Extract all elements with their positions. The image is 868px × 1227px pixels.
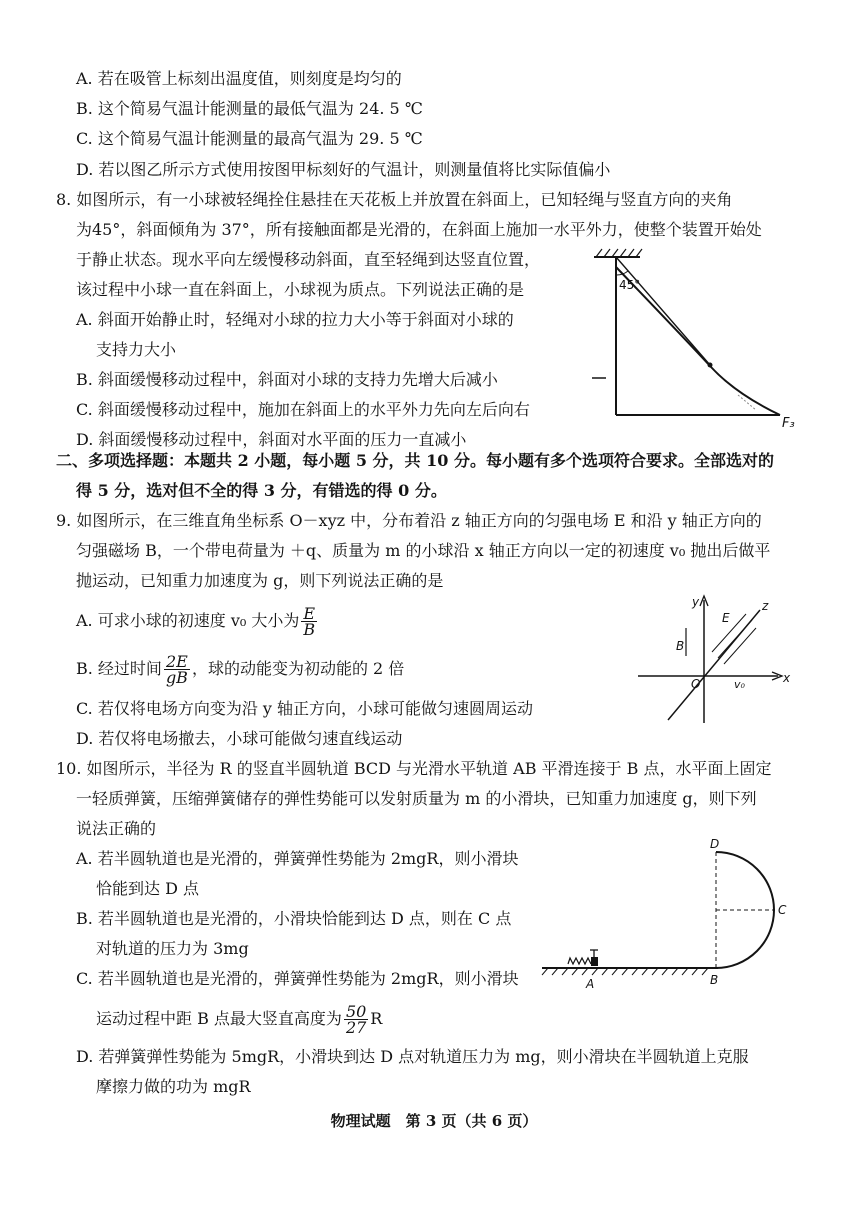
rope — [616, 257, 710, 365]
q7-option-b: B. 这个简易气温计能测量的最低气温为 24. 5 ℃ — [76, 99, 423, 118]
q9-stem-line1: 9. 如图所示，在三维直角坐标系 O－xyz 中，分布着沿 z 轴正方向的匀强电场 E 和沿 y 轴正方向的 — [56, 511, 762, 530]
fraction-numerator: 50 — [345, 1002, 367, 1021]
e-label: E — [722, 611, 730, 625]
q10-option-d-cont: 摩擦力做的功为 mgR — [96, 1077, 251, 1096]
q9-option-a-fraction — [301, 606, 317, 637]
q10-track-figure — [540, 838, 800, 998]
q9-stem-line3: 抛运动，已知重力加速度为 g，则下列说法正确的是 — [76, 571, 444, 590]
q7-option-c: C. 这个简易气温计能测量的最高气温为 29. 5 ℃ — [76, 129, 423, 148]
q9-option-b-text: B. 经过时间 — [76, 659, 162, 678]
z-label: z — [762, 599, 769, 613]
ground-hatch — [542, 968, 708, 975]
q9-option-a-text: A. 可求小球的初速度 v₀ 大小为 — [76, 611, 300, 630]
page-footer: 物理试题 第 3 页（共 6 页） — [330, 1112, 538, 1130]
fraction-denominator: gB — [165, 668, 188, 687]
q8-option-b: B. 斜面缓慢移动过程中，斜面对小球的支持力先增大后减小 — [76, 370, 498, 389]
q10-stem-line1: 10. 如图所示，半径为 R 的竖直半圆轨道 BCD 与光滑水平轨道 AB 平滑连接于 B 点，水平面上固定 — [56, 759, 772, 778]
q9-option-c: C. 若仅将电场方向变为沿 y 轴正方向，小球可能做匀速圆周运动 — [76, 699, 534, 718]
q10-stem-line2: 一轻质弹簧，压缩弹簧储存的弹性势能可以发射质量为 m 的小滑块，已知重力加速度 g，则下列 — [76, 789, 757, 808]
fraction-denominator: B — [303, 620, 316, 639]
q8-option-c: C. 斜面缓慢移动过程中，施加在斜面上的水平外力先向左后向右 — [76, 400, 530, 419]
q8-option-a-cont: 支持力大小 — [96, 340, 177, 359]
q8-stem-line2: 为45°，斜面倾角为 37°，所有接触面都是光滑的，在斜面上施加一水平外力，使整个装置开始处 — [76, 220, 762, 239]
q8-stem-line1: 8. 如图所示，有一小球被轻绳拴住悬挂在天花板上并放置在斜面上，已知轻绳与竖直方向的夹角 — [56, 190, 733, 209]
q9-axes-figure — [628, 588, 798, 728]
q10-option-b-cont: 对轨道的压力为 3mg — [96, 939, 249, 958]
angle-label: 45° — [619, 278, 641, 292]
q10-stem-line3: 说法正确的 — [76, 819, 157, 838]
q8-incline-figure — [586, 245, 806, 435]
ceiling-hatch — [596, 249, 642, 257]
y-label: y — [692, 595, 700, 609]
q9-option-a — [76, 606, 319, 637]
q7-option-d: D. 若以图乙所示方式使用按图甲标刻好的气温计，则测量值将比实际值偏小 — [76, 160, 611, 179]
x-label: x — [783, 671, 791, 685]
q7-option-a: A. 若在吸管上标刻出温度值，则刻度是均匀的 — [76, 69, 402, 88]
b-label: B — [676, 639, 685, 653]
force-label: F₃ — [782, 416, 795, 431]
q10-option-a: A. 若半圆轨道也是光滑的，弹簧弹性势能为 2mgR，则小滑块 — [76, 849, 519, 868]
q8-option-d: D. 斜面缓慢移动过程中，斜面对水平面的压力一直减小 — [76, 430, 467, 449]
q8-option-a: A. 斜面开始静止时，轻绳对小球的拉力大小等于斜面对小球的 — [76, 310, 514, 329]
slider-block — [591, 957, 598, 966]
ball — [708, 363, 713, 368]
fraction-numerator: 2E — [164, 654, 190, 670]
point-a-label: A — [586, 977, 595, 991]
origin-label: O — [691, 677, 701, 691]
section2-heading-line1: 二、多项选择题：本题共 2 小题，每小题 5 分，共 10 分。每小题有多个选项符合要求。全部选对的 — [56, 451, 774, 470]
q10-option-d: D. 若弹簧弹性势能为 5mgR，小滑块到达 D 点对轨道压力为 mg，则小滑块在半圆轨道上克服 — [76, 1047, 749, 1066]
q10-option-b: B. 若半圆轨道也是光滑的，小滑块恰能到达 D 点，则在 C 点 — [76, 909, 512, 928]
q10-option-c-text-end: R — [370, 1009, 383, 1028]
q10-option-c: C. 若半圆轨道也是光滑的，弹簧弹性势能为 2mgR，则小滑块 — [76, 969, 519, 988]
point-c-label: C — [778, 903, 787, 917]
point-d-label: D — [710, 838, 720, 851]
q9-option-b — [76, 654, 404, 685]
spring — [568, 958, 591, 964]
q10-option-a-cont: 恰能到达 D 点 — [96, 879, 200, 898]
q9-option-b-fraction — [164, 654, 190, 685]
v0-label: v₀ — [734, 678, 745, 691]
q10-option-c-text: 运动过程中距 B 点最大竖直高度为 — [96, 1009, 342, 1028]
q9-option-b-text-end: ，球的动能变为初动能的 2 倍 — [191, 659, 405, 678]
section2-heading-line2: 得 5 分，选对但不全的得 3 分，有错选的得 0 分。 — [76, 481, 447, 500]
q9-stem-line2: 匀强磁场 B，一个带电荷量为 ＋q、质量为 m 的小球沿 x 轴正方向以一定的初速度 v₀ 抛出后做平 — [76, 541, 771, 560]
q9-option-d: D. 若仅将电场撤去，小球可能做匀速直线运动 — [76, 729, 403, 748]
q8-stem-line3: 于静止状态。现水平向左缓慢移动斜面，直至轻绳到达竖直位置， — [76, 250, 541, 269]
fraction-numerator: E — [301, 606, 317, 622]
point-b-label: B — [710, 973, 719, 987]
q8-stem-line4: 该过程中小球一直在斜面上，小球视为质点。下列说法正确的是 — [76, 280, 525, 299]
incline-surface — [616, 267, 780, 415]
q10-option-c-fraction — [344, 1004, 368, 1035]
q10-option-c-cont — [96, 1004, 382, 1035]
fraction-denominator: 27 — [345, 1018, 367, 1037]
